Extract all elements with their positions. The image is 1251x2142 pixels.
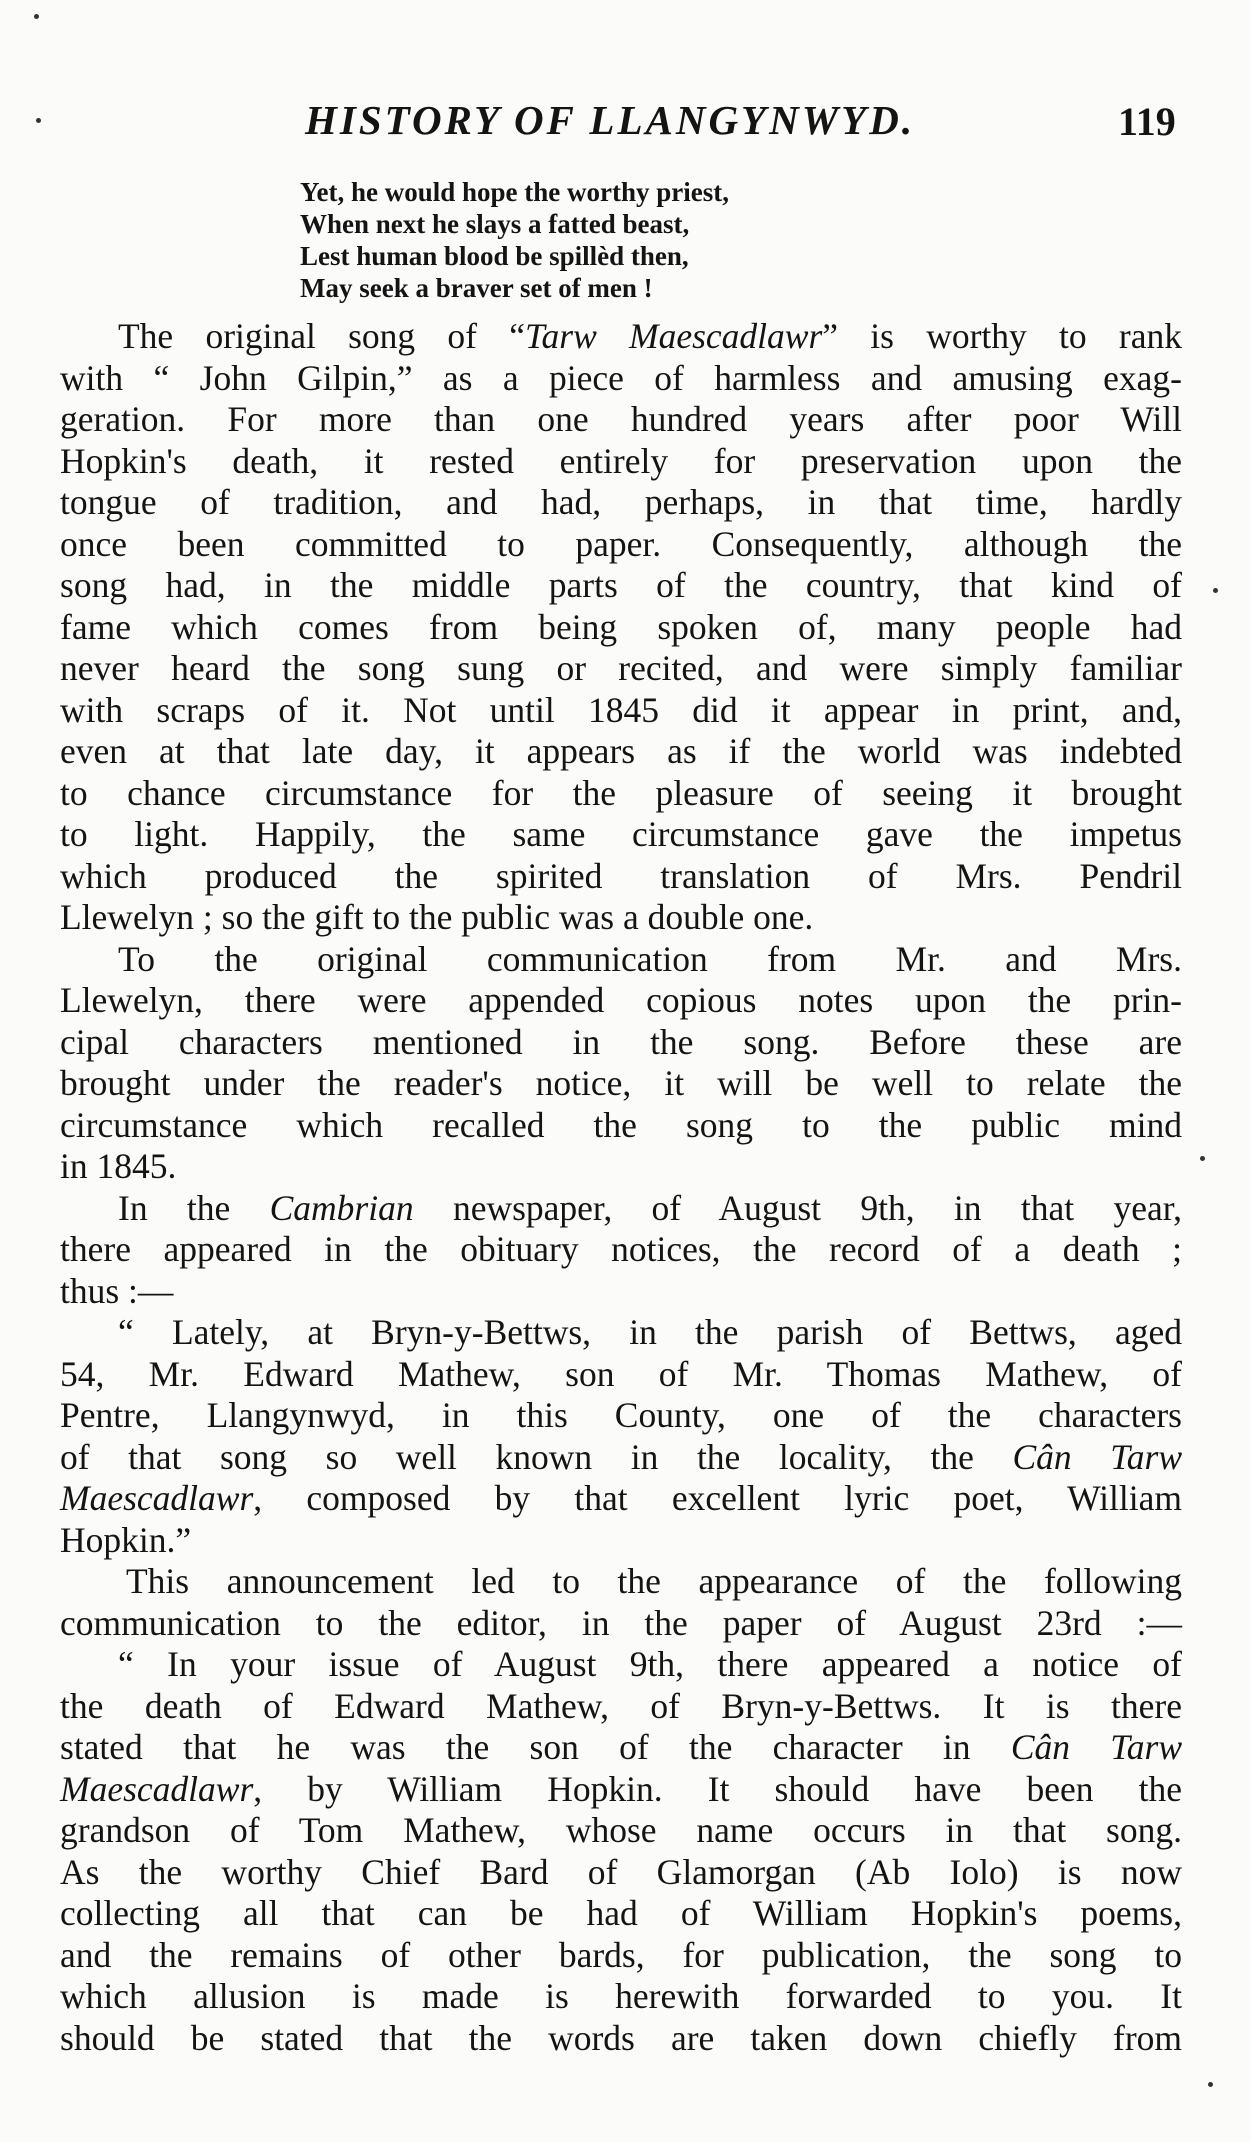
paragraph-announcement [60,1561,1182,1644]
newspaper-title: Cambrian [269,1187,414,1228]
text-line: geration. For more than one hundred years after poor Will [60,399,1182,439]
scan-speck [1213,588,1218,593]
text-line: there appeared in the obituary notices, the record of a death ; [60,1229,1182,1269]
scan-speck [1208,2082,1213,2087]
text-line: “ In your issue of August 9th, there appeared a notice of [118,1644,1182,1684]
scan-speck [34,14,39,19]
text-line: Hopkin's death, it rested entirely for preservation upon the [60,440,1182,481]
text-line: Maescadlawr, by William Hopkin. It should have been the [60,1768,1182,1809]
text-line: grandson of Tom Mathew, whose name occurs in that song. [60,1810,1182,1850]
text-line: Llewelyn ; so the gift to the public was a double one. [60,897,814,937]
text-line: Maescadlawr, composed by that excellent lyric poet, William [60,1478,1182,1518]
text-line: once been committed to paper. Consequently, although the [60,523,1182,564]
text-line: “ Lately, at Bryn-y-Bettws, in the parish of Bettws, aged [118,1312,1182,1352]
text-line: to chance circumstance for the pleasure of seeing it brought [60,772,1182,813]
text-line: To the original communication from Mr. and Mrs. [118,938,1182,979]
quote-letter [60,1644,1182,2059]
text-line: song had, in the middle parts of the country, that kind of [60,565,1182,605]
text-line: circumstance which recalled the song to the public mind [60,1104,1182,1145]
text-line: stated that he was the son of the character in Cân Tarw [60,1727,1183,1767]
text-line: brought under the reader's notice, it will be well to relate the [60,1063,1182,1103]
text-line: of that song so well known in the locality, the Cân Tarw [60,1436,1182,1477]
text-line: cipal characters mentioned in the song. Before these are [60,1021,1182,1062]
text-line: collecting all that can be had of William Hopkin's poems, [60,1893,1182,1933]
text-line: and the remains of other bards, for publication, the song to [60,1934,1182,1975]
text-line: should be stated that the words are taken down chiefly from [60,2017,1182,2058]
text-line: This announcement led to the appearance of the following [126,1561,1182,1601]
text-line: thus :— [60,1270,174,1311]
song-title: Cân Tarw [1010,1727,1183,1767]
text-line: with scraps of it. Not until 1845 did it appear in print, and, [60,689,1182,730]
text-line: Hopkin.” [60,1519,192,1560]
text-line: the death of Edward Mathew, of Bryn-y-Bettws. It is there [60,1685,1182,1726]
text-line: As the worthy Chief Bard of Glamorgan (Ab Iolo) is now [60,1851,1182,1892]
text-line: fame which comes from being spoken of, many people had [60,606,1182,647]
verse-block [300,176,729,304]
text-line: tongue of tradition, and had, perhaps, in that time, hardly [60,482,1182,522]
page-header [0,96,1251,144]
text-line: to light. Happily, the same circumstance gave the impetus [60,814,1182,854]
quote-obituary [60,1312,1182,1561]
verse-line: Yet, he would hope the worthy priest, [300,177,729,207]
text-line: Pentre, Llangynwyd, in this County, one of the characters [60,1395,1182,1435]
body-text [60,316,1182,2059]
text-line: In the Cambrian newspaper, of August 9th, in that year, [118,1187,1182,1228]
song-title: Maescadlawr [60,1768,254,1809]
verse-line: May seek a braver set of men ! [300,273,653,303]
text-line: communication to the editor, in the paper of August 23rd :— [60,1602,1182,1643]
scan-speck [1200,1156,1205,1161]
verse-line: Lest human blood be spillèd then, [300,241,689,271]
text-line: with “ John Gilpin,” as a piece of harmless and amusing exag- [60,357,1182,398]
song-title: Maescadlawr [60,1478,254,1518]
running-title: HISTORY OF LLANGYNWYD. [305,97,916,143]
text-line: The original song of “Tarw Maescadlawr” is worthy to rank [118,316,1182,356]
text-line: 54, Mr. Edward Mathew, son of Mr. Thomas Mathew, of [60,1353,1182,1394]
text-line: even at that late day, it appears as if the world was indebted [60,731,1182,771]
text-line: which allusion is made is herewith forwarded to you. It [60,1976,1182,2016]
paragraph-cambrian [60,1188,1182,1313]
text-line: in 1845. [60,1146,177,1186]
text-line: which produced the spirited translation of Mrs. Pendril [60,855,1182,896]
song-title: Cân Tarw [1012,1436,1182,1477]
verse-line: When next he slays a fatted beast, [300,209,690,239]
paragraph-communication [60,939,1182,1188]
song-title: Tarw Maescadlawr [525,316,823,356]
page-number: 119 [1118,99,1176,144]
paragraph-original-song [60,316,1182,939]
text-line: Llewelyn, there were appended copious notes upon the prin- [60,980,1182,1020]
text-line: never heard the song sung or recited, and were simply familiar [60,648,1182,688]
